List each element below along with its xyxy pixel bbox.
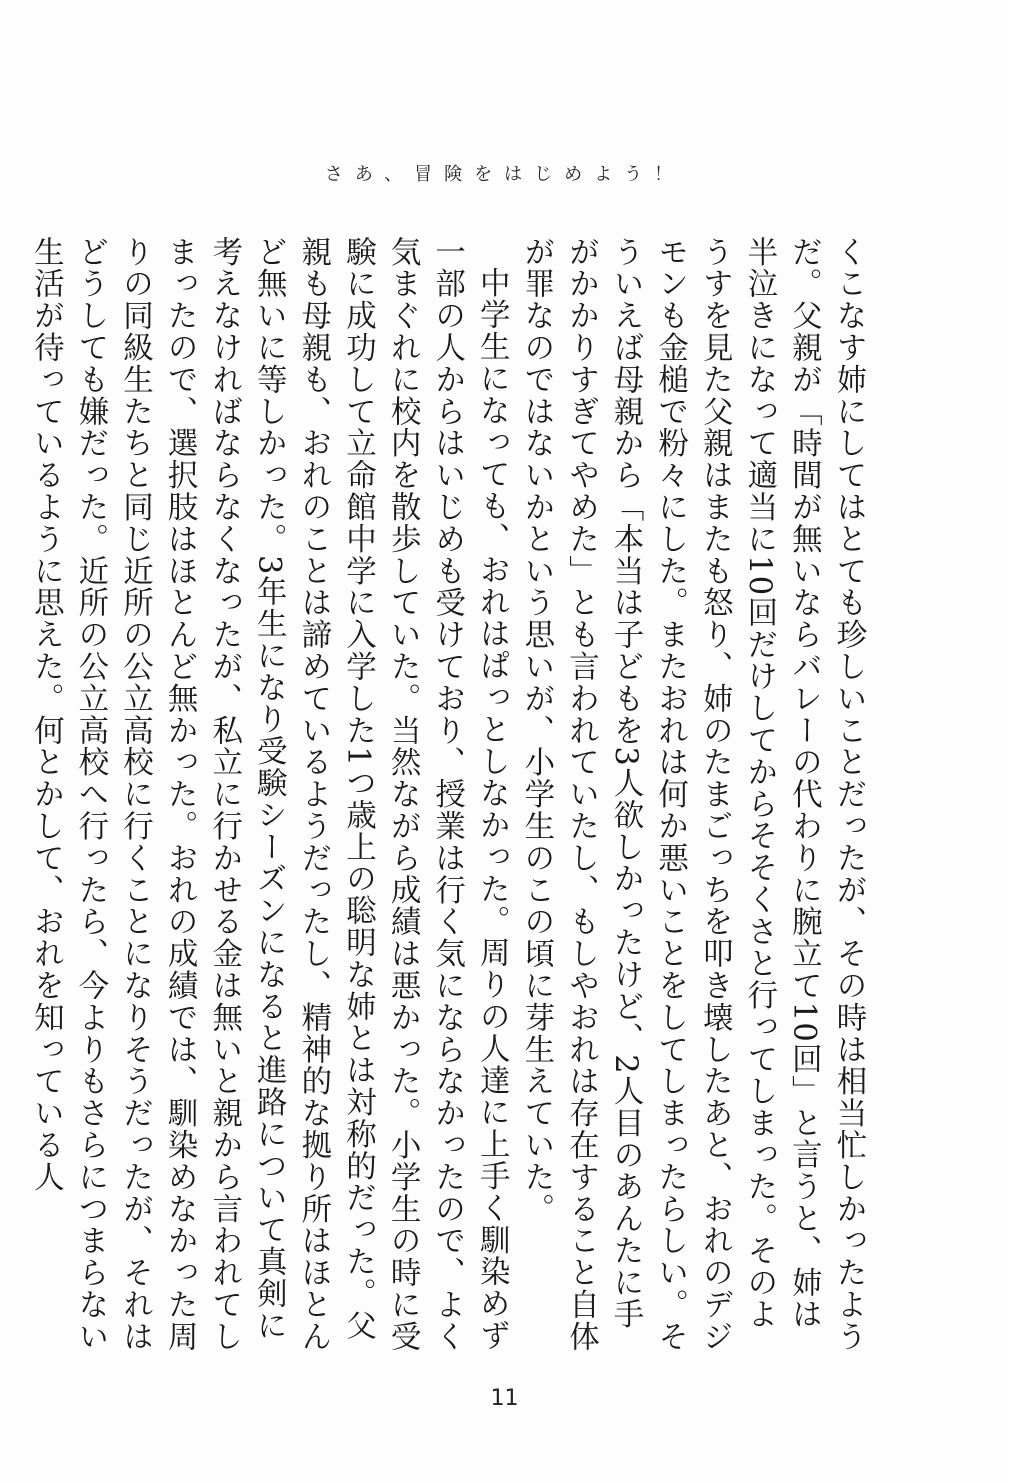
paragraph-middle-school: 中学生になっても、おれはぱっとしなかった。周りの人達に上手く馴染めず一部の人からはいじめも受けており、授業は行く気にならなかったので、よく気まぐれに校内を散歩していた。当然ながら成績は悪かった。小学生の時に受験に成功して立命館中学に入学した1つ歳上の聡明な姉とは対称的だった。父親も母親も、おれのことは諦めているようだったし、精神的な拠り所はほとんど無いに等しかった。3年生になり受験シーズンになると進路について真剣に考えなければならなくなったが、私立に行かせる金は無いと親から言われてしまったので、選択肢はほとんど無かった。おれの成績では、馴染めなかった周りの同級生たちと同じ近所の公立高校に行くことになりそうだったが、それはどうしても嫌だった。近所の公立高校へ行ったら、今よりもさらにつまらない生活が待っているように思えた。何とかして、おれを知っている人	[28, 236, 510, 1353]
vertical-text-block	[28, 236, 870, 1356]
running-head: さあ、冒険をはじめよう！	[324, 164, 685, 185]
paragraph-continued: くこなす姉にしてはとても珍しいことだったが、その時は相当忙しかったようだ。父親が「時間が無いならバレーの代わりに腕立て10回」と言うと、姉は半泣きになって適当に10回だけしてからそそくさと行ってしまった。そのようすを見た父親はまたも怒り、姉のたまごっちを叩き壊したあと、おれのデジモンも金槌で粉々にした。またおれは何か悪いことをしてしまったらしい。そういえば母親から「本当は子どもを3人欲しかったけど、2人目のあんたに手がかかりすぎてやめた」とも言われていたし、もしやおれは存在すること自体が罪なのではないかという思いが、小学生のこの頃に芽生えていた。	[518, 236, 866, 1353]
page-number: 11	[490, 1386, 519, 1411]
